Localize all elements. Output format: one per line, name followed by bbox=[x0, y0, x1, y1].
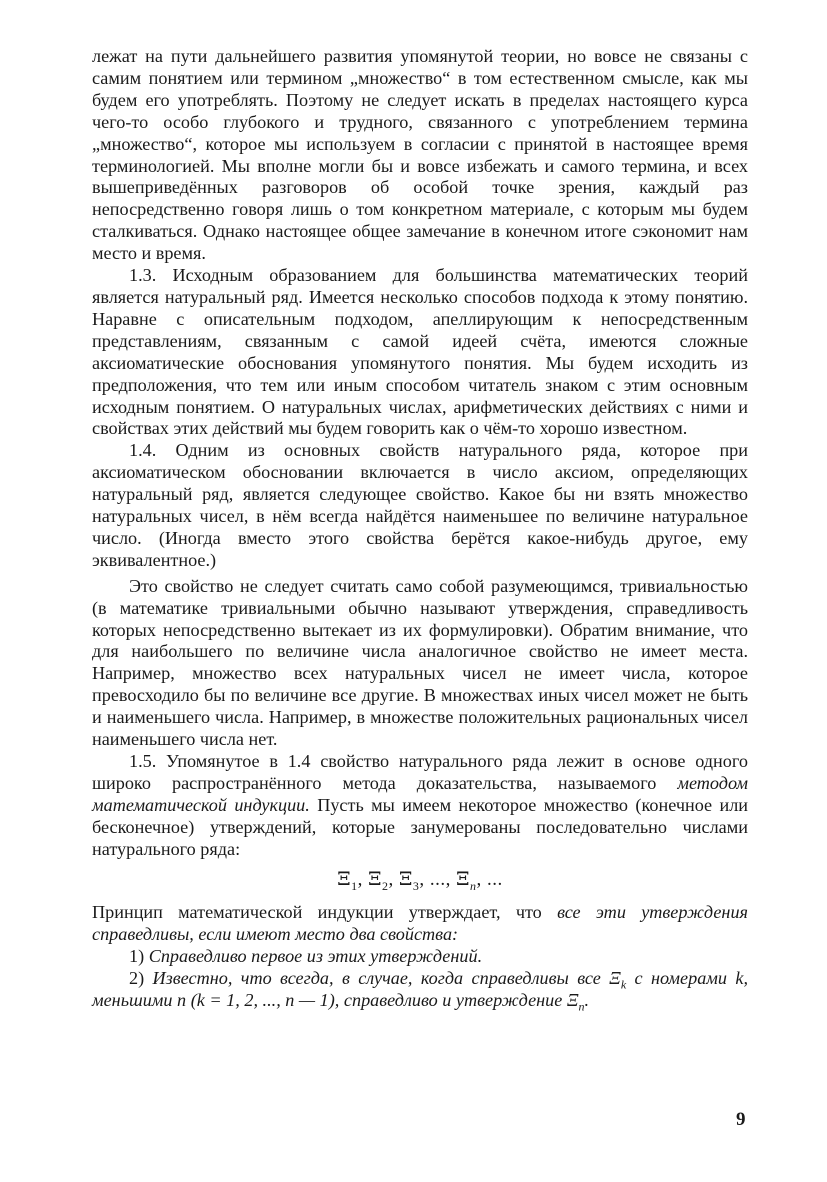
paragraph-1-3: 1.3. Исходным образованием для большинства математических теорий является натуральный ряд. Имеется несколько способов подхода к этому понятию. Наравне с описательным подходом, апеллирующим к непосредственным представлениям, связанным с самой идеей счёта, имеются сложные аксиоматические обоснования упомянутого понятия. Мы будем исходить из предположения, что тем или иным способом читатель знаком с этим основным исходным понятием. О натуральных числах, арифметических действиях с ними и свойствах этих действий мы будем говорить как о чём-то хорошо известном. bbox=[92, 265, 748, 439]
page-body bbox=[92, 46, 748, 1012]
paragraph-1-5-text-b: Пусть мы имеем некоторое множество (конечное или бесконечное) утверждений, которые занумерованы последовательно числами натурального ряда: bbox=[92, 794, 749, 859]
item-2-text-a: Известно, что всегда, в случае, когда справедливы все Ξ bbox=[152, 968, 621, 989]
induction-method-term: методом математической индукции. bbox=[92, 772, 748, 815]
principle-emphasis: все эти утверждения справедливы, если имеют место два свойства: bbox=[92, 902, 748, 945]
item-2-text-b: с номерами k, меньшими n (k = 1, 2, ..., n — 1), справедливо и утверждение Ξ bbox=[92, 968, 748, 1011]
property-item-1 bbox=[92, 946, 748, 968]
paragraph-property: Это свойство не следует считать само собой разумеющимся, тривиальностью (в математике тривиальными обычно называют утверждения, справедливость которых непосредственно вытекает из их формулировки). Обратим внимание, что для наибольшего по величине числа аналогичное свойство не имеет места. Например, множество всех натуральных чисел не имеет числа, которое превосходило бы по величине все другие. В множествах иных чисел может не быть и наименьшего числа. Например, в множестве положительных рациональных чисел наименьшего числа нет. bbox=[92, 575, 748, 750]
paragraph-1-5-text-a: 1.5. Упомянутое в 1.4 свойство натурального ряда лежит в основе одного широко распространённого метода доказательства, называемого bbox=[92, 751, 748, 793]
statement-sequence-formula: $\Xi_1$, $\Xi_2$, $\Xi_3$, ..., $\Xi_n$, ... bbox=[337, 867, 503, 893]
paragraph-intro: лежат на пути дальнейшего развития упомянутой теории, но вовсе не связаны с самим понятием или термином „множество“ в том естественном смысле, как мы будем его употреблять. Поэтому не следует искать в пределах настоящего курса чего-то особо глубокого и трудного, связанного с употреблением термина „множество“, которое мы используем в согласии с принятой в настоящее время терминологией. Мы вполне могли бы и вовсе избежать и самого термина, и всех вышеприведённых разговоров об особой точке зрения, каждый раз непосредственно говоря лишь о том конкретном материале, с которым мы будем сталкиваться. Однако настоящее общее замечание в конечном итоге сэкономит нам место и время. bbox=[92, 46, 748, 264]
item-2-number: 2) bbox=[129, 968, 153, 989]
property-item-2: 2) Известно, что всегда, в случае, когда справедливы все $\Xi_k$ с номерами k, меньшими n (k = 1, 2, ..., n — 1), справедливо и утверждение $\Xi_n$. bbox=[92, 968, 748, 1014]
paragraph-1-4: 1.4. Одним из основных свойств натурального ряда, которое при аксиоматическом обосновании включается в число аксиом, определяющих натуральный ряд, является следующее свойство. Какое бы ни взять множество натуральных чисел, в нём всегда найдётся наименьшее по величине натуральное число. (Иногда вместо этого свойства берётся какое-нибудь другое, ему эквивалентное.) bbox=[92, 440, 748, 570]
paragraph-1-5 bbox=[92, 751, 748, 861]
paragraph-principle bbox=[92, 902, 748, 946]
item-1-number: 1) bbox=[129, 946, 149, 967]
principle-text: Принцип математической индукции утверждает, что bbox=[92, 902, 558, 923]
item-1-text: Справедливо первое из этих утверждений. bbox=[148, 946, 483, 967]
page-number: 9 bbox=[736, 1109, 746, 1130]
